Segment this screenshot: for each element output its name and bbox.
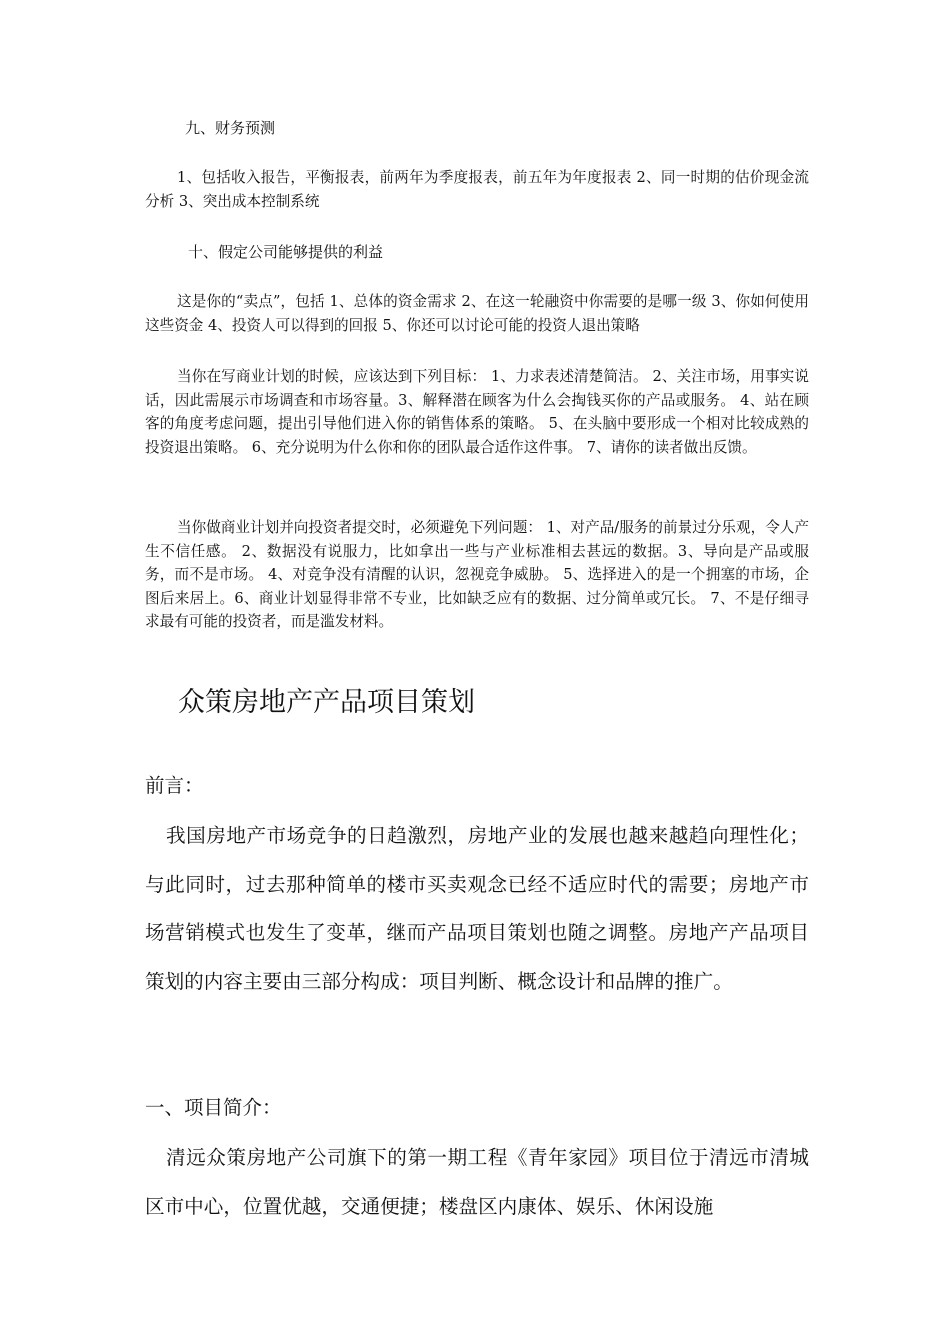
goals-paragraph: 当你在写商业计划的时候，应该达到下列目标： 1、力求表述清楚简洁。 2、关注市场，用事实说话，因此需展示市场调查和市场容量。3、解释潜在顾客为什么会掏钱买你的产品或服务。 4、站在顾客的角度考虑问题，提出引导他们进入你的销售体系的策略。 5、在头脑中要形成一个相对比较成熟的投资退出策略。 6、充分说明为什么你和你的团队最合适作这件事。 7、请你的读者做出反馈。 bbox=[145, 368, 809, 456]
section-10-body: 这是你的“卖点”，包括 1、总体的资金需求 2、在这一轮融资中你需要的是哪一级 3、你如何使用这些资金 4、投资人可以得到的回报 5、你还可以讨论可能的投资人退出策略 bbox=[145, 293, 809, 334]
section-10-heading: 十、假定公司能够提供的利益 bbox=[188, 243, 384, 261]
section-9-heading: 九、财务预测 bbox=[185, 119, 276, 137]
project-intro-label: 一、项目简介： bbox=[145, 1096, 282, 1119]
avoid-paragraph: 当你做商业计划并向投资者提交时，必须避免下列问题： 1、对产品/服务的前景过分乐观，令人产生不信任感。 2、数据没有说服力，比如拿出一些与产业标准相去甚远的数据。3、导向是产品或服务，而不是市场。 4、对竞争没有清醒的认识，忽视竞争威胁。 5、选择进入的是一个拥塞的市场，企图后来居上。6、商业计划显得非常不专业，比如缺乏应有的数据、过分简单或冗长。 7、不是仔细寻求最有可能的投资者，而是滥发材料。 bbox=[145, 519, 809, 630]
preface-label: 前言： bbox=[145, 774, 204, 797]
document-title: 众策房地产产品项目策划 bbox=[178, 687, 475, 718]
project-intro-body: 清远众策房地产公司旗下的第一期工程《青年家园》项目位于清远市清城区市中心，位置优越，交通便捷；楼盘区内康体、娱乐、休闲设施 bbox=[145, 1146, 809, 1218]
preface-body: 我国房地产市场竞争的日趋激烈，房地产业的发展也越来越趋向理性化；与此同时，过去那种简单的楼市买卖观念已经不适应时代的需要；房地产市场营销模式也发生了变革，继而产品项目策划也随之调整。房地产产品项目策划的内容主要由三部分构成：项目判断、概念设计和品牌的推广。 bbox=[145, 824, 809, 993]
section-9-body: 1、包括收入报告，平衡报表，前两年为季度报表，前五年为年度报表 2、同一时期的估价现金流分析 3、突出成本控制系统 bbox=[145, 169, 809, 210]
